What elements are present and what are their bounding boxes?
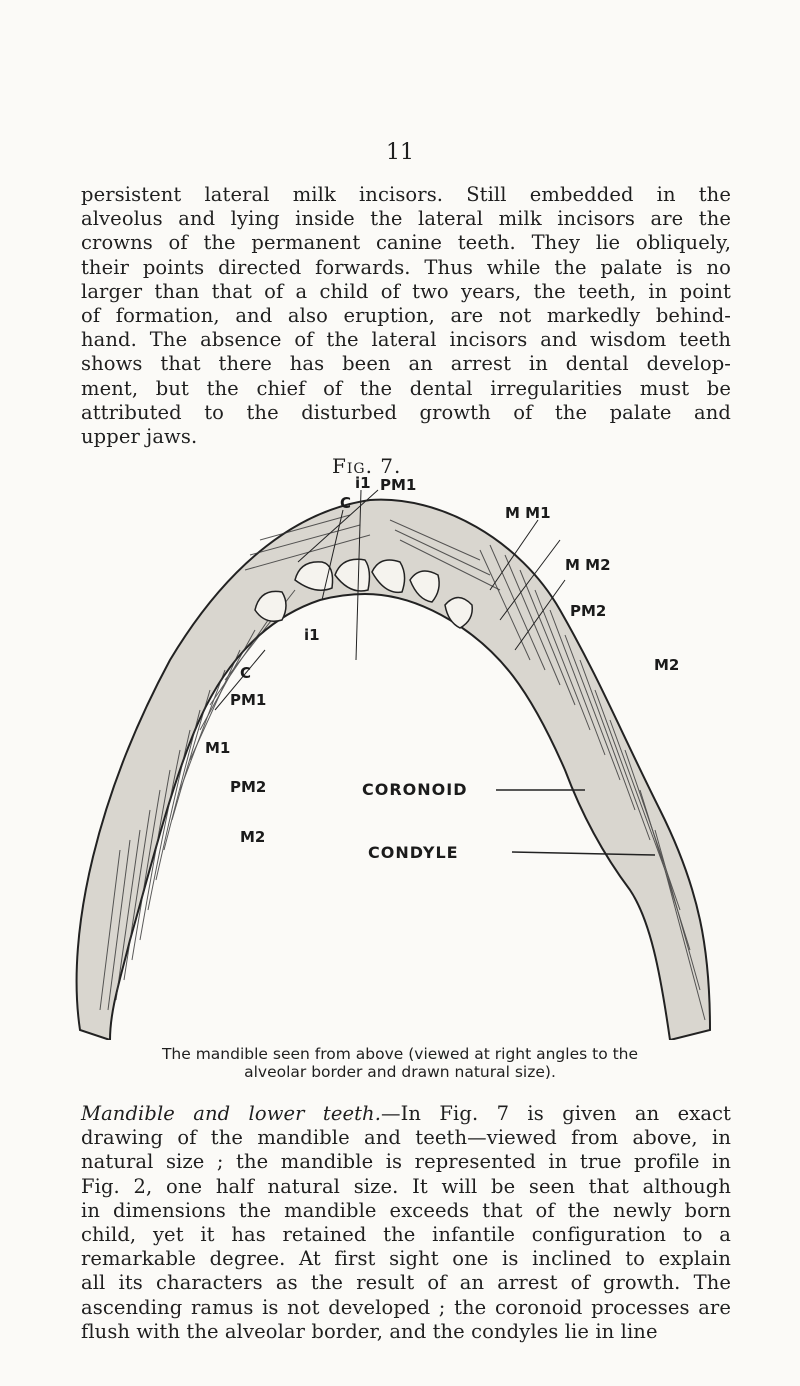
label-condyle: CONDYLE [368, 843, 459, 862]
text-line: attributed to the disturbed growth of the palate and [81, 400, 731, 424]
label-c-top: C [340, 494, 352, 512]
label-m2-right: M2 [654, 656, 680, 674]
label-i1-left: i1 [304, 626, 320, 644]
text-line: shows that there has been an arrest in dental develop- [81, 352, 731, 376]
text-line: larger than that of a child of two years, the teeth, in point [81, 279, 731, 303]
text-line: flush with the alveolar border, and the condyles lie in line [81, 1319, 658, 1343]
text-line: in dimensions the mandible exceeds that of the newly born [81, 1198, 731, 1222]
label-m2-left: M2 [240, 828, 266, 846]
text-line: remarkable degree. At first sight one is inclined to explain [81, 1247, 731, 1271]
section-heading: Mandible and lower teeth. [81, 1102, 382, 1125]
text-line: upper jaws. [81, 425, 198, 449]
label-pm2-left: PM2 [230, 778, 267, 796]
text-line: natural size ; the mandible is represented in true profile in [81, 1150, 731, 1174]
label-pm1-left: PM1 [230, 691, 267, 709]
figure-label: Fig. 7. [332, 454, 402, 478]
paragraph-1 [81, 183, 731, 449]
label-i1-top: i1 [355, 474, 371, 492]
figure-caption-line-1: The mandible seen from above (viewed at right angles to the [161, 1045, 639, 1063]
text-line: alveolus and lying inside the lateral milk incisors are the [81, 207, 731, 231]
label-pm1-right: PM1 [380, 476, 417, 494]
text-line: all its characters as the result of an arrest of growth. The [81, 1271, 731, 1295]
label-c-left: C [240, 664, 252, 682]
text-line: ascending ramus is not developed ; the coronoid processes are [81, 1295, 731, 1319]
label-m1-left: M1 [205, 739, 231, 757]
text-fragment: —In Fig. 7 is given an exact [381, 1102, 731, 1125]
label-pm2-right: PM2 [570, 602, 607, 620]
text-line: crowns of the permanent canine teeth. They lie obliquely, [81, 231, 731, 255]
mandible-figure [60, 470, 740, 1040]
page-number: 11 [386, 140, 414, 165]
text-line: child, yet it has retained the infantile configuration to a [81, 1223, 731, 1247]
text-line [81, 1102, 731, 1126]
text-line: Fig. 2, one half natural size. It will be seen that although [81, 1174, 731, 1198]
text-line: persistent lateral milk incisors. Still embedded in the [81, 183, 731, 206]
text-line: their points directed forwards. Thus while the palate is no [81, 255, 731, 279]
text-line: drawing of the mandible and teeth—viewed from above, in [81, 1126, 731, 1150]
paragraph-2 [81, 1102, 731, 1344]
label-coronoid: CORONOID [362, 780, 468, 799]
text-line: hand. The absence of the lateral incisors and wisdom teeth [81, 328, 731, 352]
text-line: ment, but the chief of the dental irregularities must be [81, 376, 731, 400]
text-line: of formation, and also eruption, are not markedly behind- [81, 304, 731, 328]
label-mm2-right: M M2 [565, 556, 611, 574]
figure-caption-line-2: alveolar border and drawn natural size). [244, 1063, 556, 1081]
label-mm1-right: M M1 [505, 504, 551, 522]
